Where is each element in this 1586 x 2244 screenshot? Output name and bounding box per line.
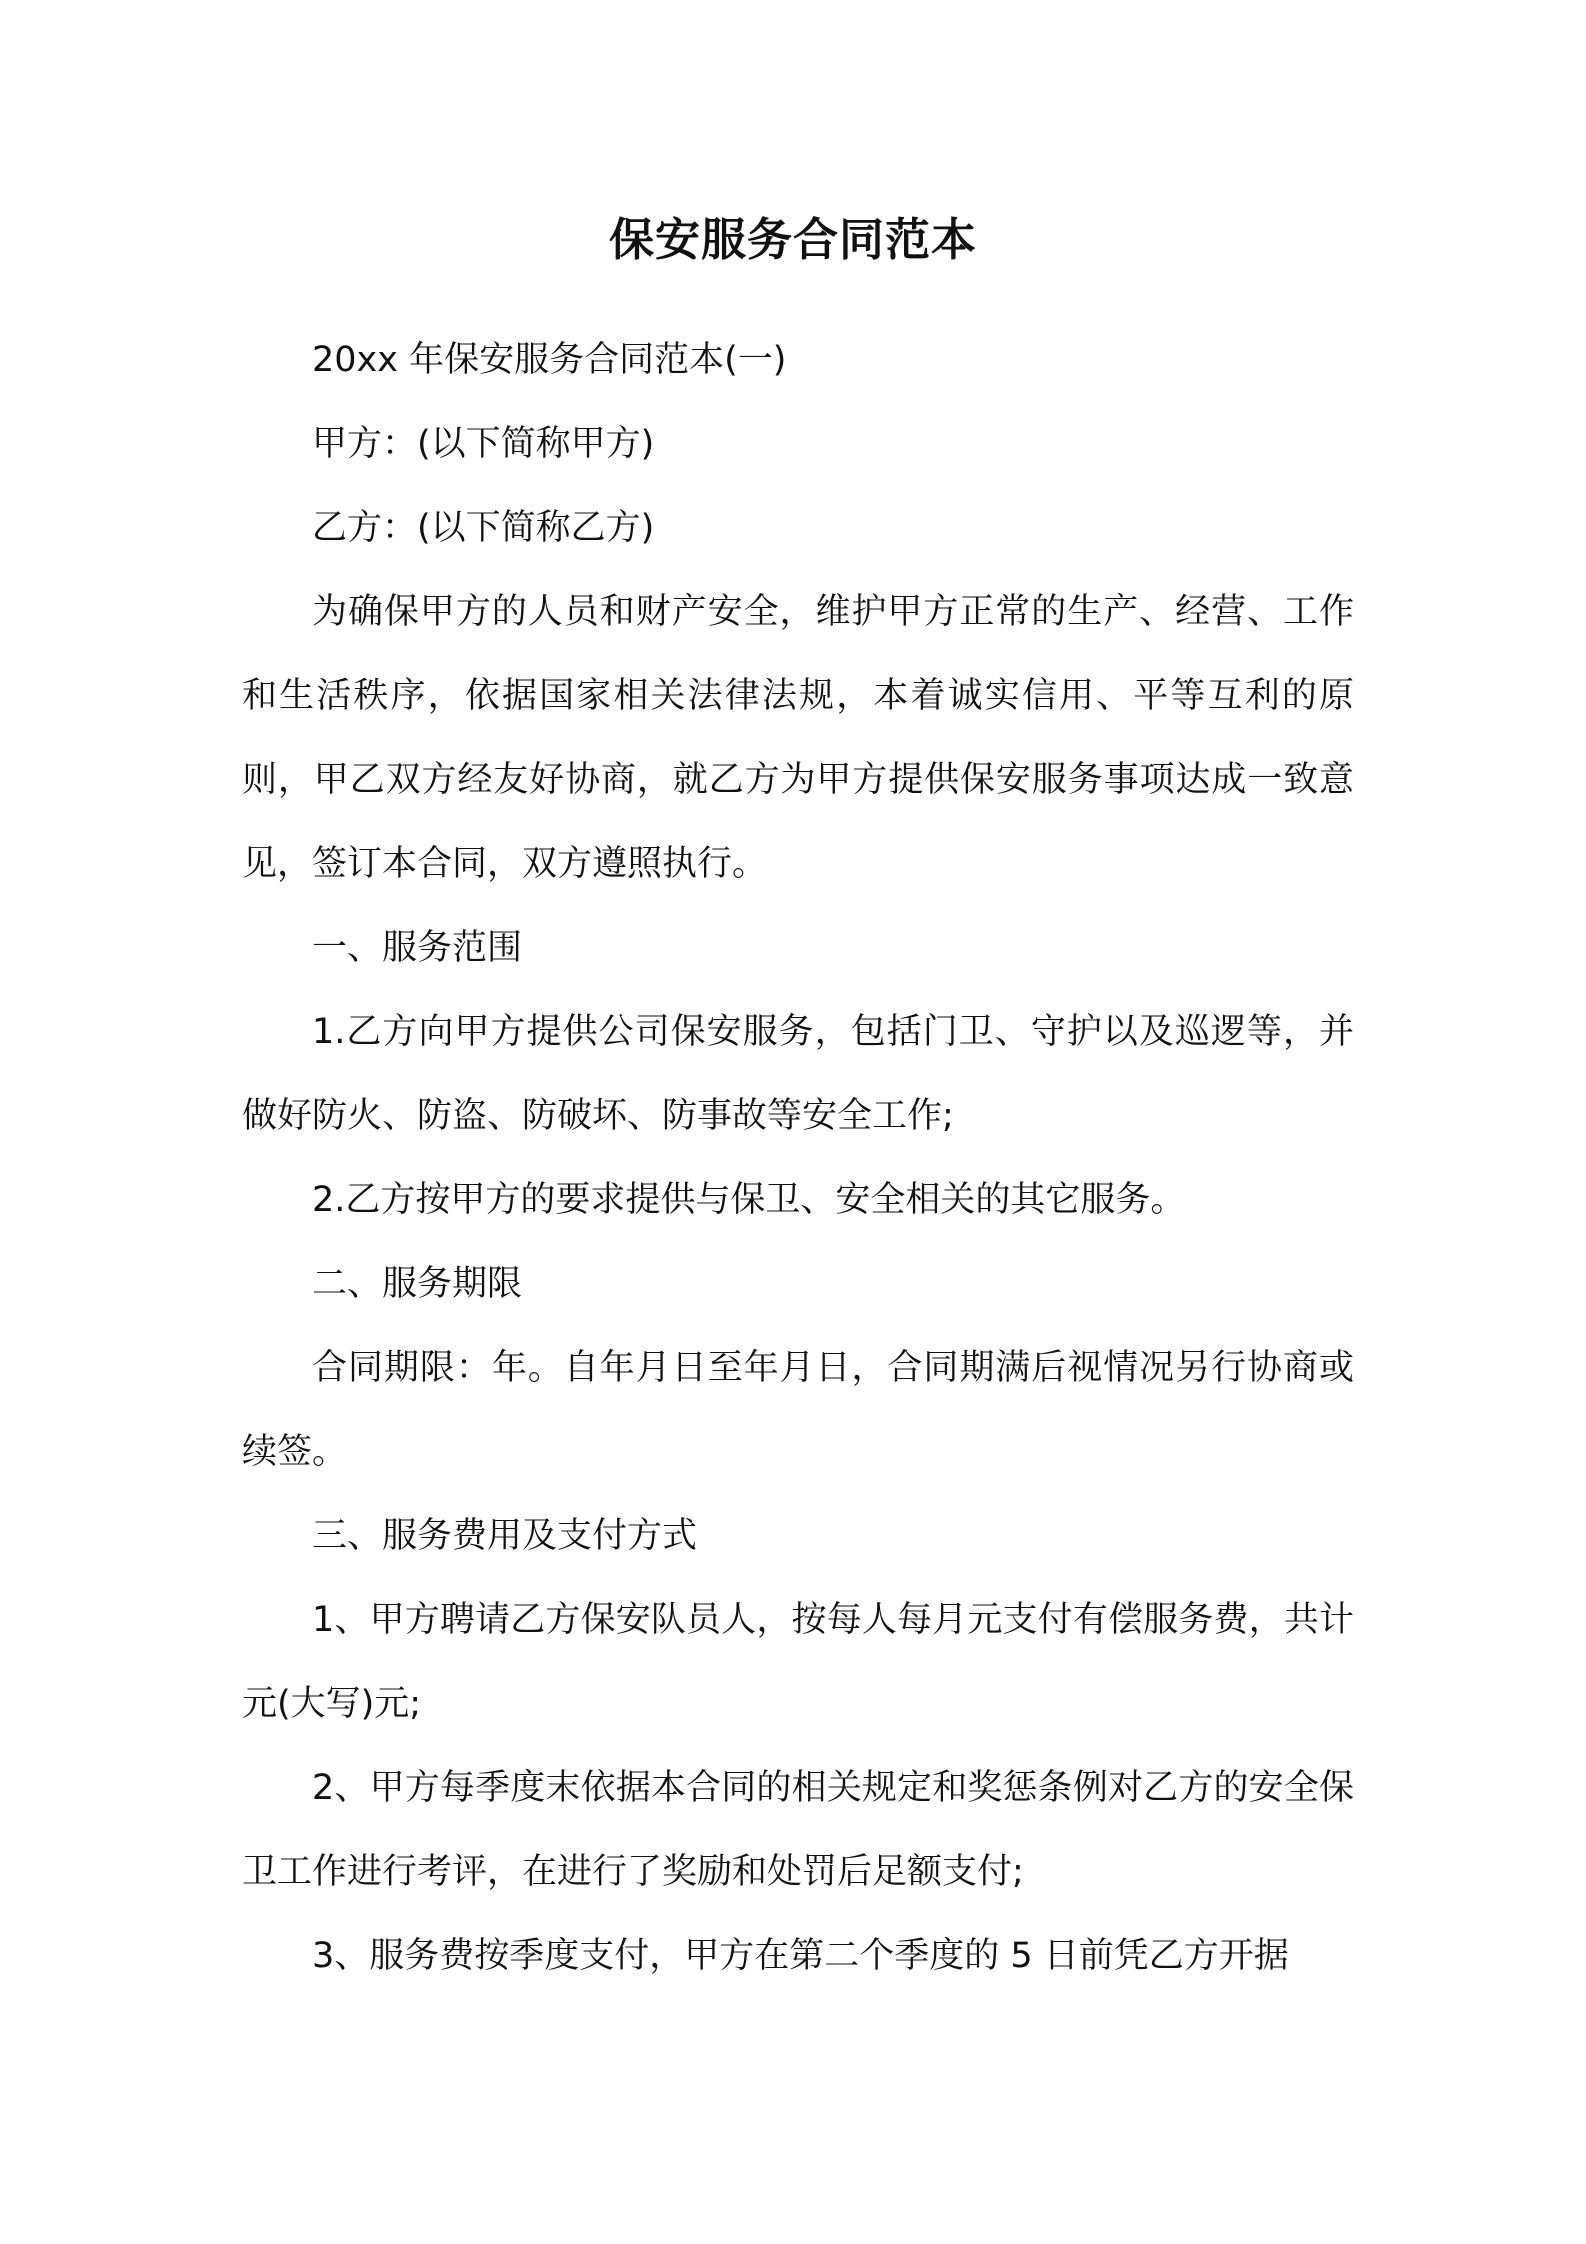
preamble-paragraph: 为确保甲方的人员和财产安全，维护甲方正常的生产、经营、工作和生活秩序，依据国家相关法律法规，本着诚实信用、平等互利的原则，甲乙双方经友好协商，就乙方为甲方提供保安服务事项达成一致意见，签订本合同，双方遵照执行。	[242, 592, 1354, 884]
section-heading-fees: 三、服务费用及支付方式	[312, 1516, 698, 1556]
contract-subtitle: 20xx 年保安服务合同范本(一)	[312, 340, 787, 380]
document-title: 保安服务合同范本	[608, 213, 977, 266]
fees-item-3: 3、服务费按季度支付，甲方在第二个季度的 5 日前凭乙方开据	[312, 1936, 1289, 1976]
scope-item-2: 2.乙方按甲方的要求提供与保卫、安全相关的其它服务。	[312, 1180, 1186, 1220]
section-heading-term: 二、服务期限	[312, 1264, 523, 1304]
party-b-line: 乙方：(以下简称乙方)	[312, 508, 655, 548]
document-body	[242, 318, 1354, 1998]
fees-item-1: 1、甲方聘请乙方保安队员人，按每人每月元支付有偿服务费，共计元(大写)元;	[242, 1600, 1354, 1724]
fees-item-2: 2、甲方每季度末依据本合同的相关规定和奖惩条例对乙方的安全保卫工作进行考评，在进行了奖励和处罚后足额支付;	[242, 1768, 1354, 1892]
scope-item-1: 1.乙方向甲方提供公司保安服务，包括门卫、守护以及巡逻等，并做好防火、防盗、防破坏、防事故等安全工作;	[242, 1012, 1354, 1136]
term-paragraph: 合同期限：年。自年月日至年月日，合同期满后视情况另行协商或续签。	[242, 1348, 1354, 1472]
section-heading-scope: 一、服务范围	[312, 928, 523, 968]
party-a-line: 甲方：(以下简称甲方)	[312, 424, 655, 464]
